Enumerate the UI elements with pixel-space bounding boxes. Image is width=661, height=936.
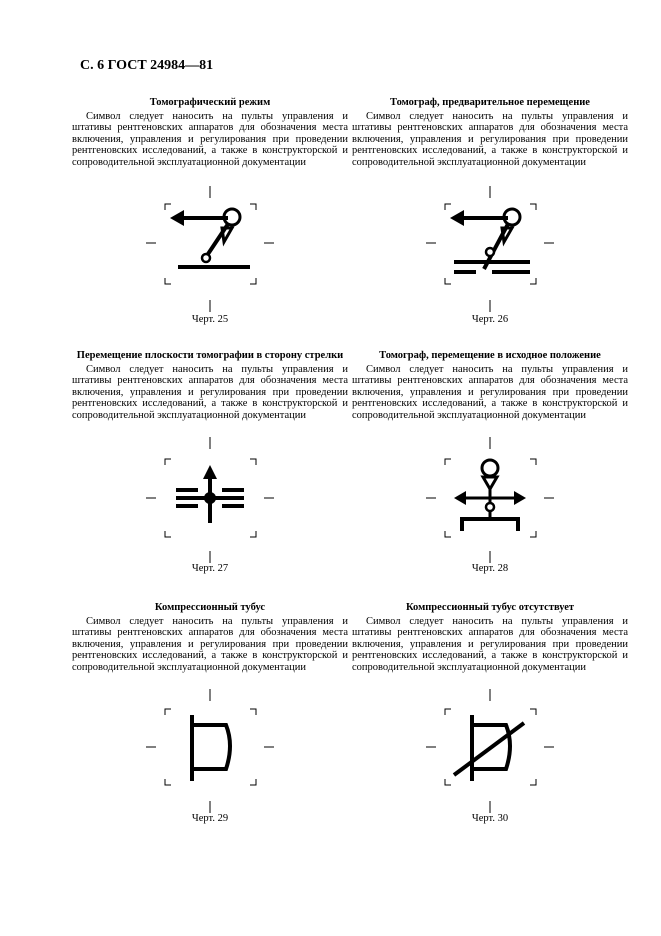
- figure-caption: Черт. 27: [191, 563, 229, 574]
- symbol-title: Томограф, предварительное перемещение: [390, 97, 590, 108]
- symbol-block: [352, 349, 628, 574]
- symbol-title: Компрессионный тубус отсутствует: [405, 602, 575, 613]
- figure-caption: Черт. 25: [191, 314, 229, 325]
- figure-caption: Черт. 28: [471, 563, 509, 574]
- symbol-block: [72, 349, 348, 574]
- tomography-mode-icon: [72, 184, 348, 314]
- symbol-title: Перемещение плоскости томографии в сторону стрелки: [76, 350, 344, 361]
- figure-caption: Черт. 26: [471, 314, 509, 325]
- figure-caption: Черт. 30: [471, 813, 509, 824]
- symbol-description: Символ следует наносить на пульты управления и штативы рентгеновских аппаратов для обозначения места включения, управления и регулирования при проведении рентгеновских исследований, а также в конструкторской и сопроводительной эксплуатационной документации: [72, 111, 348, 168]
- symbol-description: Символ следует наносить на пульты управления и штативы рентгеновских аппаратов для обозначения места включения, управления и регулирования при проведении рентгеновских исследований, а также в конструкторской и сопроводительной эксплуатационной документации: [72, 364, 348, 421]
- compression-cone-icon: [72, 687, 348, 817]
- symbol-block: [352, 601, 628, 824]
- no-compression-cone-icon: [352, 687, 628, 817]
- symbol-description: Символ следует наносить на пульты управления и штативы рентгеновских аппаратов для обозначения места включения, управления и регулирования при проведении рентгеновских исследований, а также в конструкторской и сопроводительной эксплуатационной документации: [352, 111, 628, 168]
- symbol-description: Символ следует наносить на пульты управления и штативы рентгеновских аппаратов для обозначения места включения, управления и регулирования при проведении рентгеновских исследований, а также в конструкторской и сопроводительной эксплуатационной документации: [352, 364, 628, 421]
- symbol-description: Символ следует наносить на пульты управления и штативы рентгеновских аппаратов для обозначения места включения, управления и регулирования при проведении рентгеновских исследований, а также в конструкторской и сопроводительной эксплуатационной документации: [72, 616, 348, 673]
- symbol-block: [72, 601, 348, 824]
- figure-caption: Черт. 29: [191, 813, 229, 824]
- symbol-title: Компрессионный тубус: [154, 602, 266, 613]
- tomography-plane-shift-icon: [72, 435, 348, 565]
- symbol-title: Томографический режим: [149, 97, 271, 108]
- tomograph-return-home-icon: [352, 435, 628, 565]
- tomograph-preliminary-movement-icon: [352, 184, 628, 314]
- symbol-description: Символ следует наносить на пульты управления и штативы рентгеновских аппаратов для обозначения места включения, управления и регулирования при проведении рентгеновских исследований, а также в конструкторской и сопроводительной эксплуатационной документации: [352, 616, 628, 673]
- symbol-block: [352, 96, 628, 325]
- page-header: С. 6 ГОСТ 24984—81: [80, 58, 214, 73]
- symbol-title: Томограф, перемещение в исходное положение: [379, 350, 601, 361]
- symbol-block: [72, 96, 348, 325]
